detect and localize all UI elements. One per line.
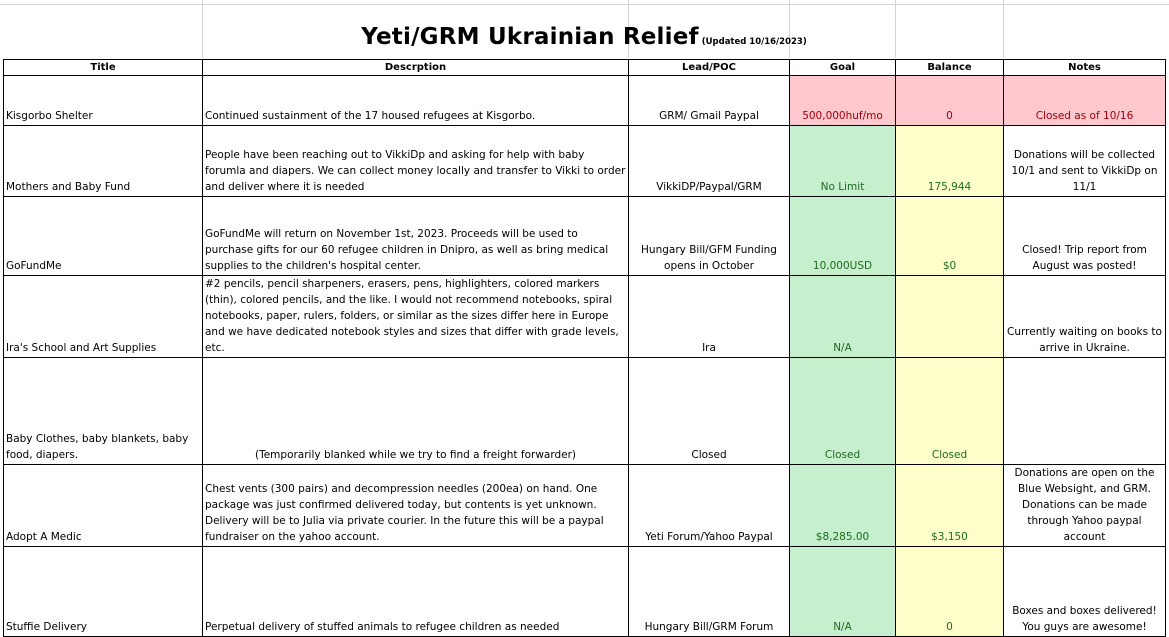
sheet-title-cell[interactable] (3, 24, 1165, 50)
row-description[interactable]: People have been reaching out to VikkiDp and asking for help with baby forumla and diapers. We can collect money locally and transfer to Vikki to order and deliver where it is needed (203, 126, 629, 197)
table-row (4, 358, 1166, 465)
sheet-gridline-top (0, 4, 1169, 5)
row-description[interactable]: Chest vents (300 pairs) and decompression needles (200ea) on hand. One package was just confirmed delivered today, but contents is yet unknown. Delivery will be to Julia via private courier. In the future this will be a paypal fundraiser on the yahoo account. (203, 465, 629, 547)
row-description[interactable]: GoFundMe will return on November 1st, 2023. Proceeds will be used to purchase gifts for our 60 refugee children in Dnipro, as well as bring medical supplies to the children's hospital center. (203, 197, 629, 276)
row-title[interactable]: Adopt A Medic (4, 465, 203, 547)
row-title[interactable]: Ira's School and Art Supplies (4, 276, 203, 358)
row-notes[interactable]: Donations are open on the Blue Websight, and GRM. Donations can be made through Yahoo paypal account (1004, 465, 1166, 547)
table-row (4, 276, 1166, 358)
row-title[interactable]: Kisgorbo Shelter (4, 76, 203, 126)
row-goal[interactable]: 500,000huf/mo (790, 76, 896, 126)
header-description[interactable]: Descrption (203, 60, 629, 76)
row-goal[interactable]: 10,000USD (790, 197, 896, 276)
row-description[interactable]: (Temporarily blanked while we try to find a freight forwarder) (203, 358, 629, 465)
row-notes[interactable]: Donations will be collected 10/1 and sent to VikkiDp on 11/1 (1004, 126, 1166, 197)
row-goal[interactable]: $8,285.00 (790, 465, 896, 547)
row-lead[interactable]: Hungary Bill/GFM Funding opens in October (629, 197, 790, 276)
table-row (4, 465, 1166, 547)
row-goal[interactable]: Closed (790, 358, 896, 465)
row-title[interactable]: Mothers and Baby Fund (4, 126, 203, 197)
row-description[interactable]: Perpetual delivery of stuffed animals to refugee children as needed (203, 547, 629, 637)
header-lead[interactable]: Lead/POC (629, 60, 790, 76)
row-lead[interactable]: Yeti Forum/Yahoo Paypal (629, 465, 790, 547)
row-title[interactable]: Stuffie Delivery (4, 547, 203, 637)
table-row (4, 126, 1166, 197)
row-lead[interactable]: Ira (629, 276, 790, 358)
row-notes[interactable]: Currently waiting on books to arrive in Ukraine. (1004, 276, 1166, 358)
row-lead[interactable]: Closed (629, 358, 790, 465)
row-lead[interactable]: VikkiDP/Paypal/GRM (629, 126, 790, 197)
header-balance[interactable]: Balance (896, 60, 1004, 76)
table-row (4, 76, 1166, 126)
row-balance[interactable]: $0 (896, 197, 1004, 276)
row-balance[interactable]: $3,150 (896, 465, 1004, 547)
row-notes[interactable]: Closed as of 10/16 (1004, 76, 1166, 126)
row-notes[interactable] (1004, 358, 1166, 465)
row-balance[interactable]: Closed (896, 358, 1004, 465)
row-lead[interactable]: Hungary Bill/GRM Forum (629, 547, 790, 637)
row-balance[interactable]: 175,944 (896, 126, 1004, 197)
row-goal[interactable]: No Limit (790, 126, 896, 197)
row-title[interactable]: Baby Clothes, baby blankets, baby food, diapers. (4, 358, 203, 465)
row-description[interactable]: #2 pencils, pencil sharpeners, erasers, pens, highlighters, colored markers (thin), colored pencils, and the like. I would not recommend notebooks, spiral notebooks, paper, rulers, folders, or similar as the sizes differ here in Europe and we have dedicated notebook styles and sizes that differ with grade levels, etc. (203, 276, 629, 358)
header-title[interactable]: Title (4, 60, 203, 76)
sheet-title: Yeti/GRM Ukrainian Relief (361, 24, 699, 50)
header-notes[interactable]: Notes (1004, 60, 1166, 76)
row-goal[interactable]: N/A (790, 547, 896, 637)
updated-date: (Updated 10/16/2023) (701, 37, 807, 47)
row-balance[interactable]: 0 (896, 547, 1004, 637)
table-row (4, 197, 1166, 276)
row-title[interactable]: GoFundMe (4, 197, 203, 276)
row-notes[interactable]: Closed! Trip report from August was posted! (1004, 197, 1166, 276)
row-lead[interactable]: GRM/ Gmail Paypal (629, 76, 790, 126)
row-description[interactable]: Continued sustainment of the 17 housed refugees at Kisgorbo. (203, 76, 629, 126)
row-notes[interactable]: Boxes and boxes delivered! You guys are awesome! (1004, 547, 1166, 637)
header-goal[interactable]: Goal (790, 60, 896, 76)
header-row (4, 60, 1166, 76)
row-balance[interactable]: 0 (896, 76, 1004, 126)
table-row (4, 547, 1166, 637)
row-balance[interactable] (896, 276, 1004, 358)
relief-table (3, 59, 1166, 637)
row-goal[interactable]: N/A (790, 276, 896, 358)
